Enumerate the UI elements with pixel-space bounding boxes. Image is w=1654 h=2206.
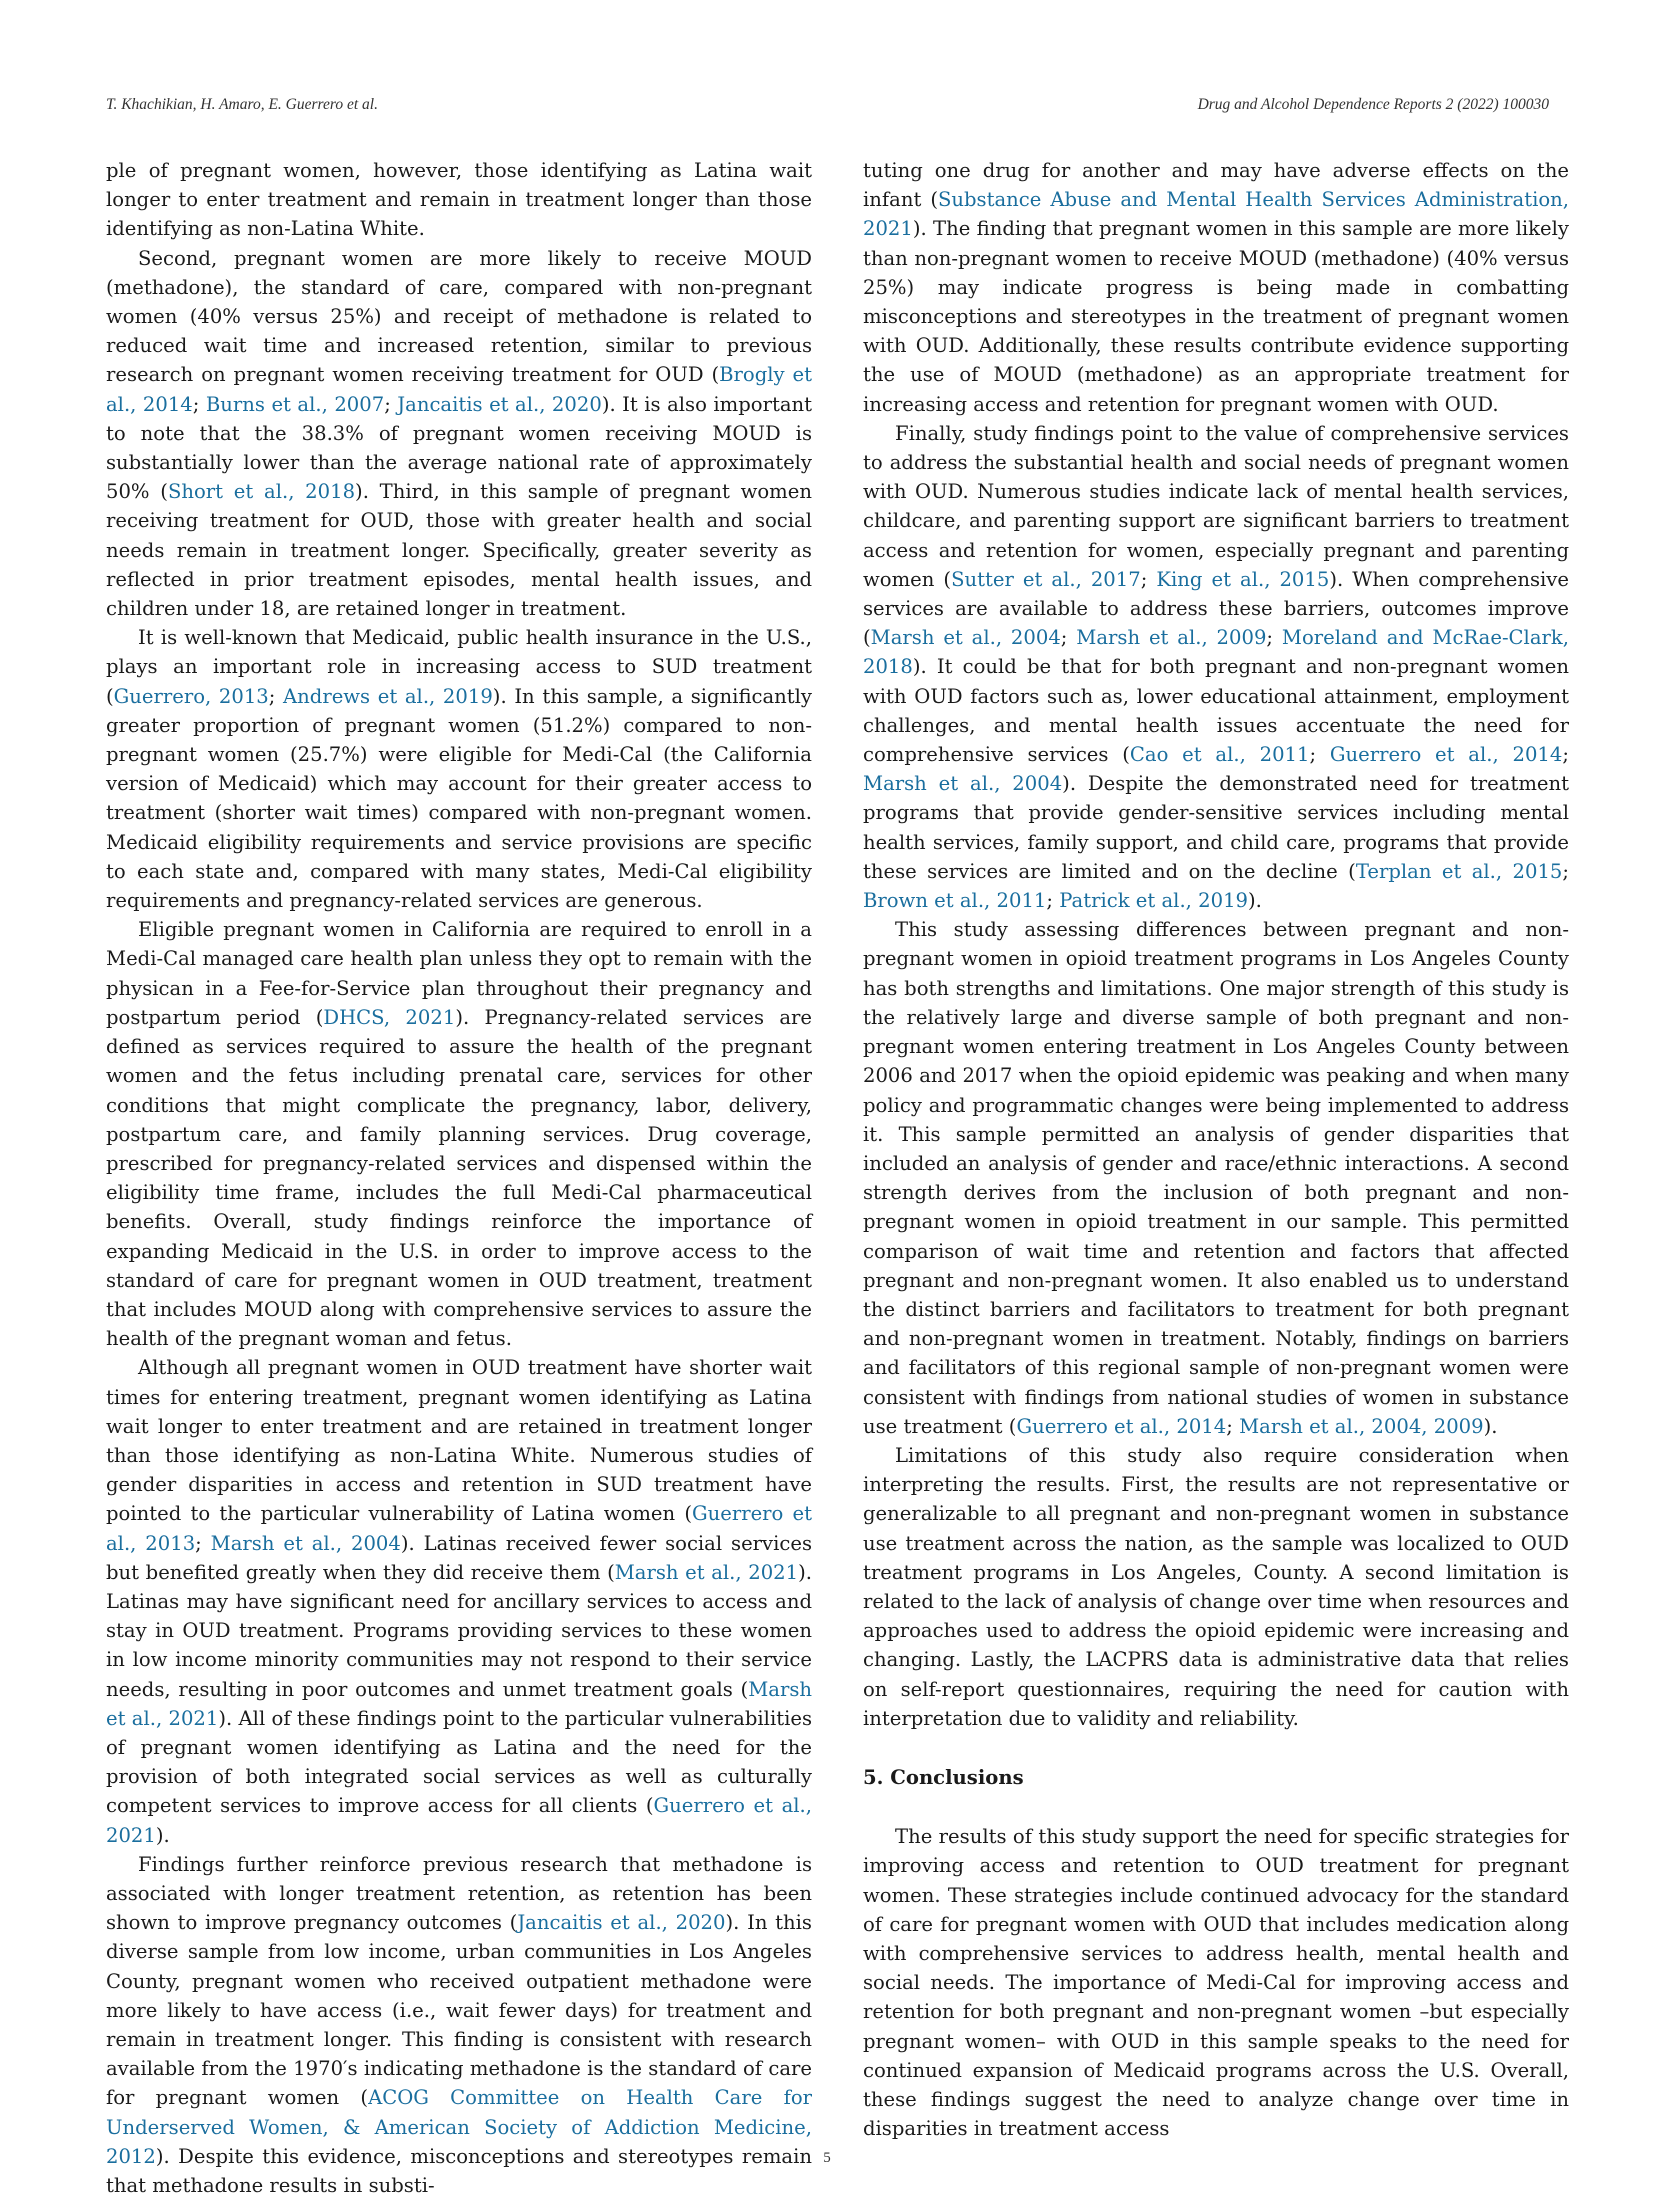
page-number: 5 [823,2150,831,2166]
citation-link[interactable]: Guerrero et al., 2014 [1016,1414,1227,1438]
paragraph-text: tuting one drug for another and may have adverse effects on the infant ( [863,159,1569,212]
paragraph-text: The results of this study support the need for specific strategies for improving access and retention to OUD treatment for pregnant women. These strategies include continued advocacy for the standard of care for pregnant women with OUD that includes medication along with comprehensive services to address health, mental health and social needs. The importance of Medi-Cal for improving access and retention for both pregnant and non-pregnant women –but especially pregnant women– with OUD in this sample speaks to the need for continued expansion of Medicaid programs across the U.S. Overall, these findings suggest the need to analyze change over time in disparities in treatment access [863,1825,1569,2141]
section-heading-conclusions: 5. Conclusions [863,1765,1024,1789]
citation-link[interactable]: Moreland and McRae-Clark, 2018 [863,626,1569,679]
citation-link[interactable]: Marsh et al., 2021 [614,1560,799,1584]
paragraph-text: ple of pregnant women, however, those identifying as Latina wait longer to enter treatment and remain in treatment longer than those identifying as non-Latina White. [106,159,812,241]
paragraph-text: Second, pregnant women are more likely to receive MOUD (methadone), the standard of care, compared with non-pregnant women (40% versus 25%) and receipt of methadone is related to reduced wait time and increased retention, similar to previous research on pregnant women receiving treatment for OUD ( [106,246,812,387]
paragraph [106,156,812,244]
paragraph-text: ). [1483,1414,1498,1438]
paragraph-text: It is well-known that Medicaid, public health insurance in the U.S., plays an important role in increasing access to SUD treatment ( [106,626,812,708]
paragraph [863,1822,1569,2143]
citation-link[interactable]: Jancaitis et al., 2020 [517,1911,726,1935]
citation-link[interactable]: Marsh et al., 2009 [1076,626,1267,650]
paragraph-text: ; [195,1531,211,1555]
paragraph-text: This study assessing differences between pregnant and non-pregnant women in opioid treatment programs in Los Angeles County has both strengths and limitations. One major strength of this study is the relatively large and diverse sample of both pregnant and non-pregnant women entering treatment in Los Angeles County between 2006 and 2017 when the opioid epidemic was peaking and when many policy and programmatic changes were being implemented to address it. This sample permitted an analysis of gender disparities that included an analysis of gender and race/ethnic interactions. A second strength derives from the inclusion of both pregnant and non-pregnant women in opioid treatment in our sample. This permitted comparison of wait time and retention and factors that affected pregnant and non-pregnant women. It also enabled us to understand the distinct barriers and facilitators to treatment for both pregnant and non-pregnant women in treatment. Notably, findings on barriers and facilitators of this regional sample of non-pregnant women were consistent with findings from national studies of women in substance use treatment ( [863,918,1569,1438]
paragraph-text: ; [268,684,284,708]
paragraph-text: ; [384,392,398,416]
paragraph-text: ; [1046,889,1060,913]
paragraph-text: ). In this diverse sample from low income, urban communities in Los Angeles County, pregnant women who received outpatient methadone were more likely to have access (i.e., wait fewer days) for treatment and remain in treatment longer. This finding is consistent with research available from the 1970′s indicating methadone is the standard of care for pregnant women ( [106,1911,812,2110]
citation-link[interactable]: Short et al., 2018 [167,480,356,504]
paragraph-text: Limitations of this study also require consideration when interpreting the results. First, the results are not representative or generalizable to all pregnant and non-pregnant women in substance use treatment across the nation, as the sample was localized to OUD treatment programs in Los Angeles, County. A second limitation is related to the lack of analysis of change over time when resources and approaches used to address the opioid epidemic were increasing and changing. Lastly, the LACPRS data is administrative data that relies on self-report questionnaires, requiring the need for caution with interpretation due to validity and reliability. [863,1443,1569,1730]
citation-link[interactable]: Sutter et al., 2017 [951,567,1141,591]
citation-link[interactable]: Burns et al., 2007 [205,392,385,416]
citation-link[interactable]: Marsh et al., 2004 [863,772,1063,796]
paragraph [106,244,812,624]
header-authors: T. Khachikian, H. Amaro, E. Guerrero et al. [106,96,378,113]
paragraph-text: ). Despite this evidence, misconceptions and stereotypes remain that methadone results in substi- [106,2144,812,2198]
paragraph-text: ; [1226,1414,1240,1438]
citation-link[interactable]: Guerrero et al., 2013 [106,1502,812,1555]
paragraph-text: Finally, study findings point to the value of comprehensive services to address the substantial health and social needs of pregnant women with OUD. Numerous studies indicate lack of mental health services, childcare, and parenting support are significant barriers to treatment access and retention for women, especially pregnant and parenting women ( [863,421,1569,591]
citation-link[interactable]: Cao et al., 2011 [1129,743,1310,767]
citation-link[interactable]: Terplan et al., 2015 [1355,859,1563,883]
paragraph [863,915,1569,1441]
running-header [106,96,1549,122]
paragraph-text: ; [1140,567,1157,591]
paragraph [106,1353,812,1849]
paragraph [863,1441,1569,1733]
citation-link[interactable]: Marsh et al., 2004, 2009 [1239,1414,1484,1438]
citation-link[interactable]: DHCS, 2021 [323,1005,456,1029]
paragraph [106,915,812,1353]
citation-link[interactable]: Jancaitis et al., 2020 [397,392,602,416]
citation-link[interactable]: Guerrero et al., 2014 [1329,743,1563,767]
paragraph-text: ). Despite the demonstrated need for treatment programs that provide gender-sensitive services including mental health services, family support, and child care, programs that provide these services are limited and on the decline ( [863,772,1569,883]
citation-link[interactable]: Marsh et al., 2021 [106,1677,812,1730]
paragraph-text: ). [155,1823,170,1847]
paragraph-text: ; [1266,626,1282,650]
citation-link[interactable]: King et al., 2015 [1156,567,1330,591]
citation-link[interactable]: Guerrero, 2013 [113,684,269,708]
paragraph [106,623,812,915]
paragraph-text: Findings further reinforce previous research that methadone is associated with longer treatment retention, as retention has been shown to improve pregnancy outcomes ( [106,1852,812,1935]
paragraph-text: ). [1248,889,1262,913]
paragraph-text: ; [1562,859,1570,883]
paragraph-text: ). All of these findings point to the particular vulnerabilities of pregnant women identifying as Latina and the need for the provision of both integrated social services as well as culturally competent services to improve access for all clients ( [106,1706,812,1818]
citation-link[interactable]: Substance Abuse and Mental Health Services Administration, 2021 [863,188,1569,241]
right-column [863,156,1569,2143]
paragraph-text: ; [1309,743,1330,767]
paragraph-text: ). In this sample, a significantly greater proportion of pregnant women (51.2%) compared to non-pregnant women (25.7%) were eligible for Medi-Cal (the California version of Medicaid) which may account for their greater access to treatment (shorter wait times) compared with non-pregnant women. Medicaid eligibility requirements and service provisions are specific to each state and, compared with many states, Medi-Cal eligibility requirements and pregnancy-related services are generous. [106,684,812,913]
paragraph-text: ; [1562,743,1569,767]
paragraph-text: ). Latinas may have significant need for ancillary services to access and stay in OUD treatment. Programs providing services to these women in low income minority communities may not respond to their service needs, resulting in poor outcomes and unmet treatment goals ( [106,1560,812,1701]
left-column [106,156,812,2200]
paragraph [863,156,1569,419]
paragraph-text: ). Third, in this sample of pregnant women receiving treatment for OUD, those with greater health and social needs remain in treatment longer. Specifically, greater severity as reflected in prior treatment episodes, mental health issues, and children under 18, are retained longer in treatment. [106,480,812,621]
paragraph-text: ; [1060,626,1077,650]
paragraph [863,419,1569,915]
citation-link[interactable]: Brown et al., 2011 [863,889,1047,913]
paragraph-text: ). It could be that for both pregnant and non-pregnant women with OUD factors such as, lower educational attainment, employment challenges, and mental health issues accentuate the need for comprehensive services ( [863,655,1569,767]
citation-link[interactable]: Guerrero et al., 2021 [106,1794,812,1847]
paragraph-text: ). Latinas received fewer social services but benefited greatly when they did receive them ( [106,1531,812,1584]
paragraph-text: ). When comprehensive services are available to address these barriers, outcomes improve ( [863,567,1569,650]
citation-link[interactable]: Marsh et al., 2004 [210,1531,401,1555]
paragraph-text: ). Pregnancy-related services are defined as services required to assure the health of the pregnant women and the fetus including prenatal care, services for other conditions that might complicate the pregnancy, labor, delivery, postpartum care, and family planning services. Drug coverage, prescribed for pregnancy-related services and dispensed within the eligibility time frame, includes the full Medi-Cal pharmaceutical benefits. Overall, study findings reinforce the importance of expanding Medicaid in the U.S. in order to improve access to the standard of care for pregnant women in OUD treatment, treatment that includes MOUD along with comprehensive services to assure the health of the pregnant woman and fetus. [106,1005,812,1351]
citation-link[interactable]: ACOG Committee on Health Care for Underserved Women, & American Society of Addiction Medicine, 2012 [106,2086,812,2168]
citation-link[interactable]: Patrick et al., 2019 [1059,889,1248,913]
header-journal: Drug and Alcohol Dependence Reports 2 (2022) 100030 [1197,96,1549,113]
paragraph-text: Although all pregnant women in OUD treatment have shorter wait times for entering treatment, pregnant women identifying as Latina wait longer to enter treatment and are retained in treatment longer than those identifying as non-Latina White. Numerous studies of gender disparities in access and retention in SUD treatment have pointed to the particular vulnerability of Latina women ( [106,1356,812,1526]
paragraph-text: ). The finding that pregnant women in this sample are more likely than non-pregnant women to receive MOUD (methadone) (40% versus 25%) may indicate progress is being made in combatting misconceptions and stereotypes in the treatment of pregnant women with OUD. Additionally, these results contribute evidence supporting the use of MOUD (methadone) as an appropriate treatment for increasing access and retention for pregnant women with OUD. [863,217,1569,416]
paragraph-text: ). It is also important to note that the 38.3% of pregnant women receiving MOUD is substantially lower than the average national rate of approximately 50% ( [106,392,813,504]
citation-link[interactable]: Marsh et al., 2004 [870,626,1061,650]
paragraph-text: ; [192,392,206,416]
paragraph [106,1850,812,2200]
citation-link[interactable]: Andrews et al., 2019 [283,684,493,708]
paragraph-text: Eligible pregnant women in California are required to enroll in a Medi-Cal managed care health plan unless they opt to remain with the physican in a Fee-for-Service plan throughout their pregnancy and postpartum period ( [106,918,812,1029]
citation-link[interactable]: Brogly et al., 2014 [106,363,812,416]
